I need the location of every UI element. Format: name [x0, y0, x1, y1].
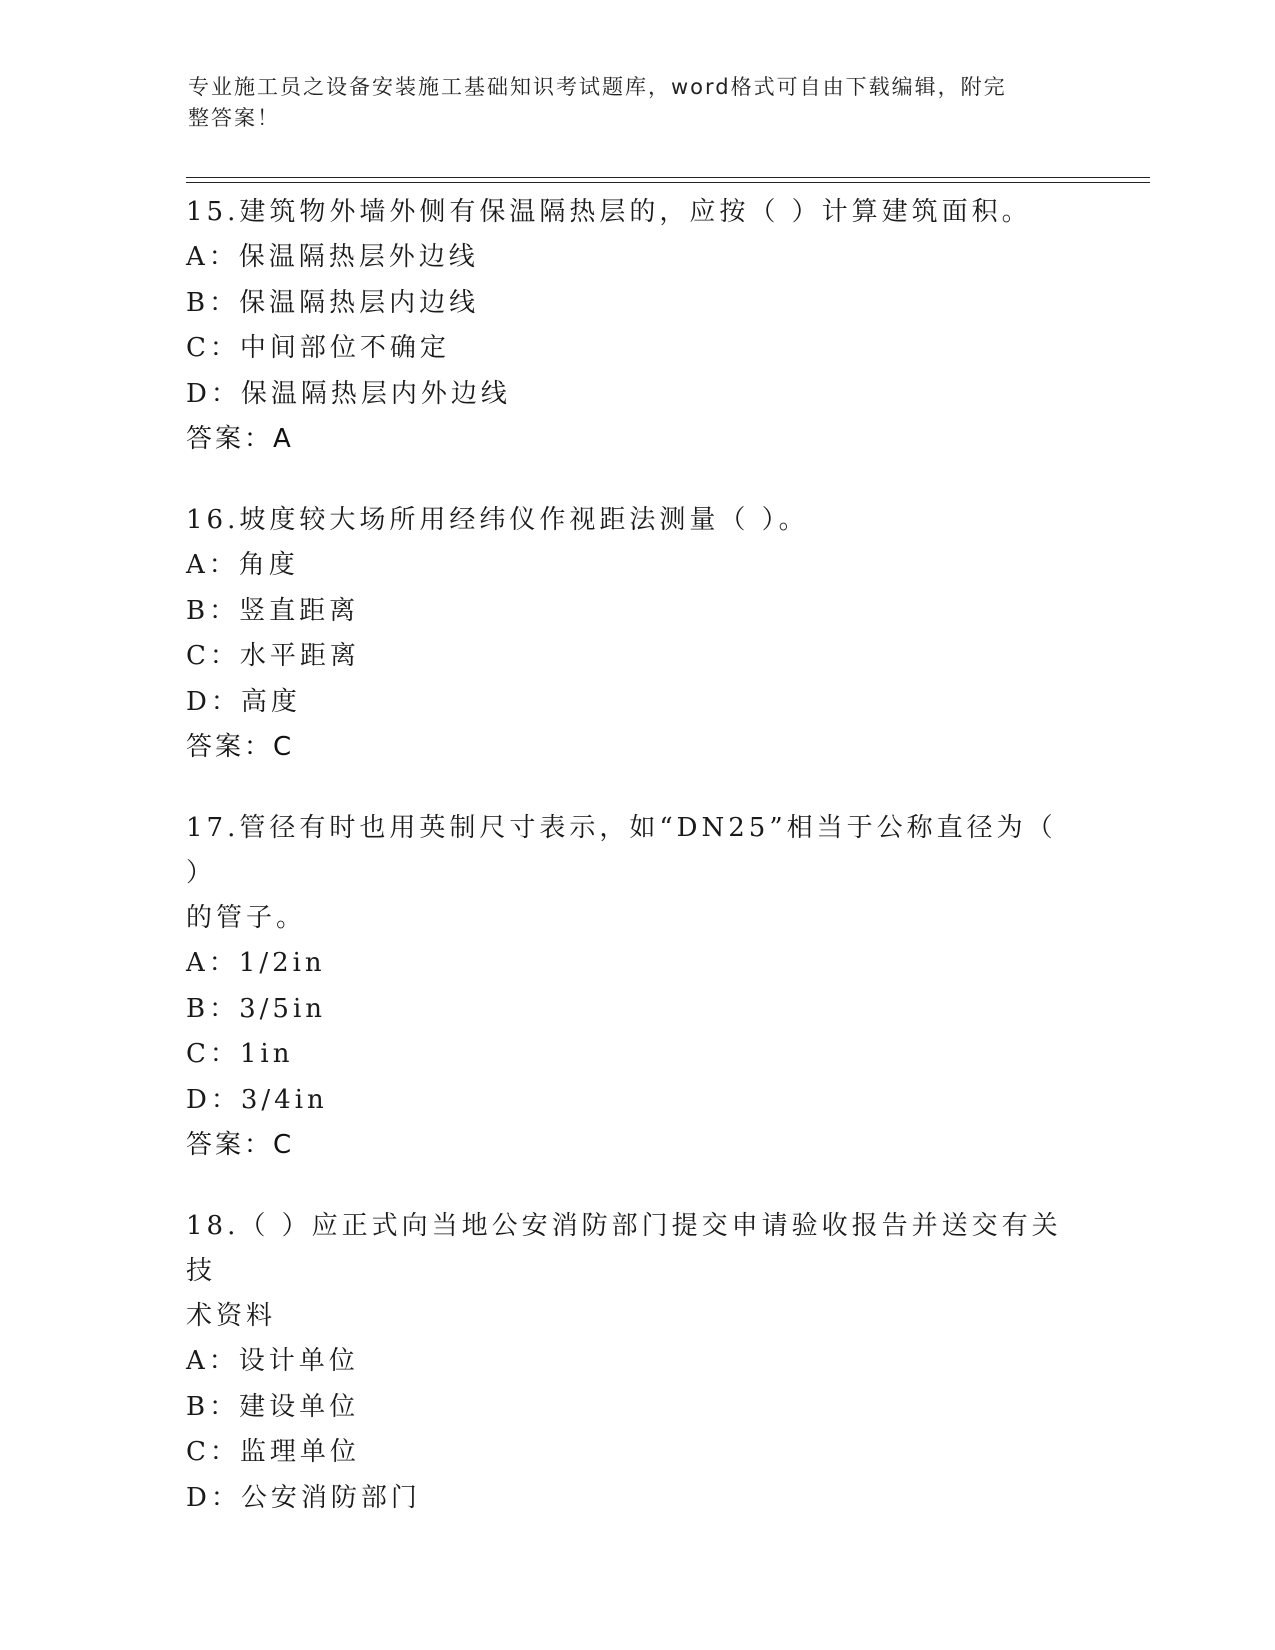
answer-line: 答案：C [186, 732, 295, 762]
question-stem: 15.建筑物外墙外侧有保温隔热层的，应按（ ）计算建筑面积。 [186, 197, 1032, 227]
option-c: C：监理单位 [186, 1437, 360, 1467]
header-line-2: 整答案！ [188, 106, 280, 130]
question-stem-line-2: 术资料 [186, 1301, 277, 1331]
option-d: D：高度 [186, 686, 301, 717]
option-b: B：3/5in [186, 993, 327, 1024]
option-c: C：中间部位不确定 [186, 333, 450, 363]
header-line-1: 专业施工员之设备安装施工基础知识考试题库，word格式可自由下载编辑，附完 [188, 75, 1007, 99]
header-divider-top [186, 177, 1150, 178]
answer-line: 答案：A [186, 424, 294, 454]
question-16 [186, 498, 1066, 770]
option-a: A：保温隔热层外边线 [186, 242, 479, 272]
option-c: C：水平距离 [186, 641, 360, 671]
header-divider-bottom [186, 182, 1150, 183]
option-a: A：设计单位 [186, 1346, 359, 1376]
question-15 [186, 190, 1066, 462]
question-18 [186, 1204, 1066, 1521]
option-a: A：角度 [186, 550, 299, 580]
option-d: D：3/4in [186, 1084, 328, 1115]
option-b: B：竖直距离 [186, 595, 360, 626]
document-header [188, 72, 1068, 134]
question-list [186, 190, 1066, 1557]
option-d: D：保温隔热层内外边线 [186, 378, 511, 409]
option-b: B：保温隔热层内边线 [186, 287, 480, 318]
answer-line: 答案：C [186, 1130, 295, 1160]
question-stem: 16.坡度较大场所用经纬仪作视距法测量（ ）。 [186, 505, 809, 535]
question-stem-line-1: 18.（ ）应正式向当地公安消防部门提交申请验收报告并送交有关技 [186, 1211, 1062, 1286]
option-d: D：公安消防部门 [186, 1482, 421, 1513]
question-17 [186, 806, 1066, 1168]
option-b: B：建设单位 [186, 1391, 360, 1422]
question-stem-line-1: 17.管径有时也用英制尺寸表示，如“DN25”相当于公称直径为（ ） [186, 813, 1057, 888]
option-a: A：1/2in [186, 948, 326, 978]
question-stem-line-2: 的管子。 [186, 903, 307, 933]
option-c: C：1in [186, 1039, 294, 1069]
